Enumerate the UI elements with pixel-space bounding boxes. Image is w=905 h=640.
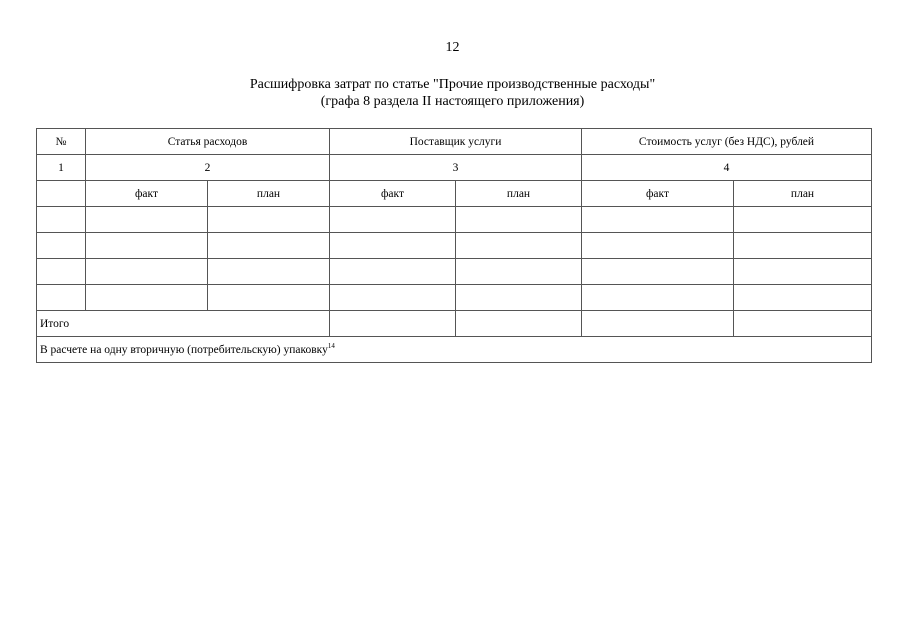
header-supplier: Поставщик услуги [330, 129, 582, 155]
table-cell [582, 207, 734, 233]
subheader-cost-plan: план [734, 181, 872, 207]
subheader-row [37, 181, 872, 207]
table-cell [330, 285, 456, 311]
table-cell [37, 259, 86, 285]
per-package-cell [37, 337, 872, 363]
header-expense-item: Статья расходов [86, 129, 330, 155]
total-cost-plan [734, 311, 872, 337]
table-row [37, 259, 872, 285]
table-cell [330, 259, 456, 285]
table-row [37, 285, 872, 311]
table-row [37, 233, 872, 259]
table-cell [208, 259, 330, 285]
header-number: № [37, 129, 86, 155]
per-package-row [37, 337, 872, 363]
page-number: 12 [445, 40, 460, 55]
subheader-empty [37, 181, 86, 207]
table-cell [456, 285, 582, 311]
title-line-2: (графа 8 раздела II настоящего приложения) [320, 94, 585, 109]
column-number-row [37, 155, 872, 181]
table-cell [582, 233, 734, 259]
subheader-expense-fact: факт [86, 181, 208, 207]
table-cell [330, 233, 456, 259]
column-number-3: 3 [330, 155, 582, 181]
header-row [37, 129, 872, 155]
subheader-supplier-fact: факт [330, 181, 456, 207]
table-cell [582, 259, 734, 285]
total-supplier-plan [456, 311, 582, 337]
footnote-marker: 14 [327, 341, 335, 350]
table-cell [456, 233, 582, 259]
subheader-expense-plan: план [208, 181, 330, 207]
table-cell [734, 233, 872, 259]
table-cell [86, 259, 208, 285]
table-cell [86, 207, 208, 233]
table-cell [208, 207, 330, 233]
column-number-4: 4 [582, 155, 872, 181]
subheader-cost-fact: факт [582, 181, 734, 207]
table-cell [86, 233, 208, 259]
table-cell [86, 285, 208, 311]
table-cell [456, 207, 582, 233]
total-label: Итого [37, 311, 330, 337]
table-cell [582, 285, 734, 311]
total-row [37, 311, 872, 337]
table-cell [37, 233, 86, 259]
column-number-2: 2 [86, 155, 330, 181]
table-cell [330, 207, 456, 233]
header-cost: Стоимость услуг (без НДС), рублей [582, 129, 872, 155]
page-title [0, 76, 905, 110]
table-cell [734, 259, 872, 285]
table-cell [208, 285, 330, 311]
table-cell [456, 259, 582, 285]
total-supplier-fact [330, 311, 456, 337]
per-package-label: В расчете на одну вторичную (потребительскую) упаковку [40, 343, 328, 356]
table-cell [734, 207, 872, 233]
table-cell [208, 233, 330, 259]
title-line-1: Расшифровка затрат по статье "Прочие производственные расходы" [249, 77, 656, 92]
total-cost-fact [582, 311, 734, 337]
column-number-1: 1 [37, 155, 86, 181]
table-cell [37, 285, 86, 311]
table-row [37, 207, 872, 233]
table-cell [37, 207, 86, 233]
costs-breakdown-table [36, 128, 872, 363]
subheader-supplier-plan: план [456, 181, 582, 207]
table-cell [734, 285, 872, 311]
